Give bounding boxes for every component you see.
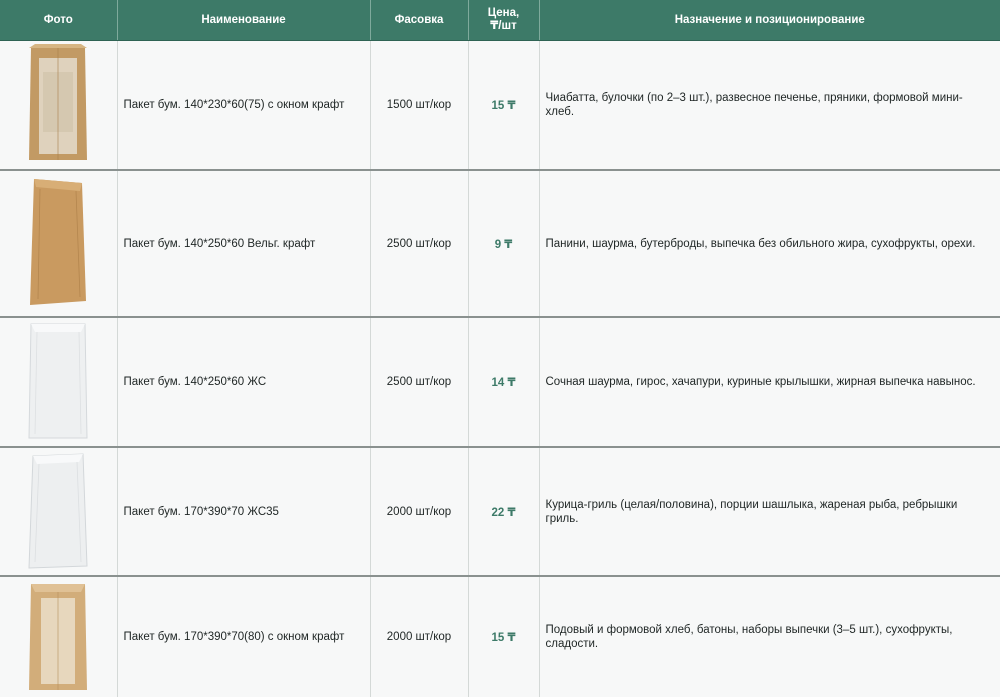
white-grease-proof-bag-large-icon (25, 450, 91, 570)
photo-cell (0, 447, 117, 576)
header-price (468, 0, 539, 41)
price-value: 22 ₸ (468, 447, 539, 576)
packing-value: 2500 шт/кор (370, 170, 468, 317)
purpose-text: Сочная шаурма, гирос, хачапури, куриные крылышки, жирная выпечка навынос. (539, 317, 1000, 447)
header-price-line1: Цена, (487, 7, 520, 19)
packing-value: 1500 шт/кор (370, 41, 468, 171)
photo-cell (0, 576, 117, 697)
price-value: 14 ₸ (468, 317, 539, 447)
kraft-bag-icon (24, 175, 92, 309)
product-name: Пакет бум. 170*390*70 ЖС35 (117, 447, 370, 576)
packing-value: 2500 шт/кор (370, 317, 468, 447)
header-name: Наименование (117, 0, 370, 41)
kraft-bag-with-window-icon (25, 42, 91, 166)
purpose-text: Чиабатта, булочки (по 2–3 шт.), развесное печенье, пряники, формовой мини-хлеб. (539, 41, 1000, 171)
product-name: Пакет бум. 140*250*60 Вельг. крафт (117, 170, 370, 317)
purpose-text: Подовый и формовой хлеб, батоны, наборы выпечки (3–5 шт.), сухофрукты, сладости. (539, 576, 1000, 697)
header-price-line2: ₸/шт (490, 20, 517, 32)
header-packing: Фасовка (370, 0, 468, 41)
table-row (0, 41, 1000, 171)
photo-cell (0, 317, 117, 447)
purpose-text: Панини, шаурма, бутерброды, выпечка без обильного жира, сухофрукты, орехи. (539, 170, 1000, 317)
header-photo: Фото (0, 0, 117, 41)
table-row (0, 447, 1000, 576)
purpose-text: Курица-гриль (целая/половина), порции шашлыка, жареная рыба, ребрышки гриль. (539, 447, 1000, 576)
table-row (0, 170, 1000, 317)
price-value: 15 ₸ (468, 576, 539, 697)
price-value: 9 ₸ (468, 170, 539, 317)
product-name: Пакет бум. 170*390*70(80) с окном крафт (117, 576, 370, 697)
header-purpose: Назначение и позиционирование (539, 0, 1000, 41)
photo-cell (0, 41, 117, 171)
packing-value: 2000 шт/кор (370, 576, 468, 697)
product-name: Пакет бум. 140*250*60 ЖС (117, 317, 370, 447)
photo-cell (0, 170, 117, 317)
table-header (0, 0, 1000, 41)
packing-value: 2000 шт/кор (370, 447, 468, 576)
kraft-bag-with-window-large-icon (25, 580, 91, 692)
table-row (0, 576, 1000, 697)
product-name: Пакет бум. 140*230*60(75) с окном крафт (117, 41, 370, 171)
white-grease-proof-bag-icon (25, 320, 91, 442)
table-row (0, 317, 1000, 447)
price-value: 15 ₸ (468, 41, 539, 171)
